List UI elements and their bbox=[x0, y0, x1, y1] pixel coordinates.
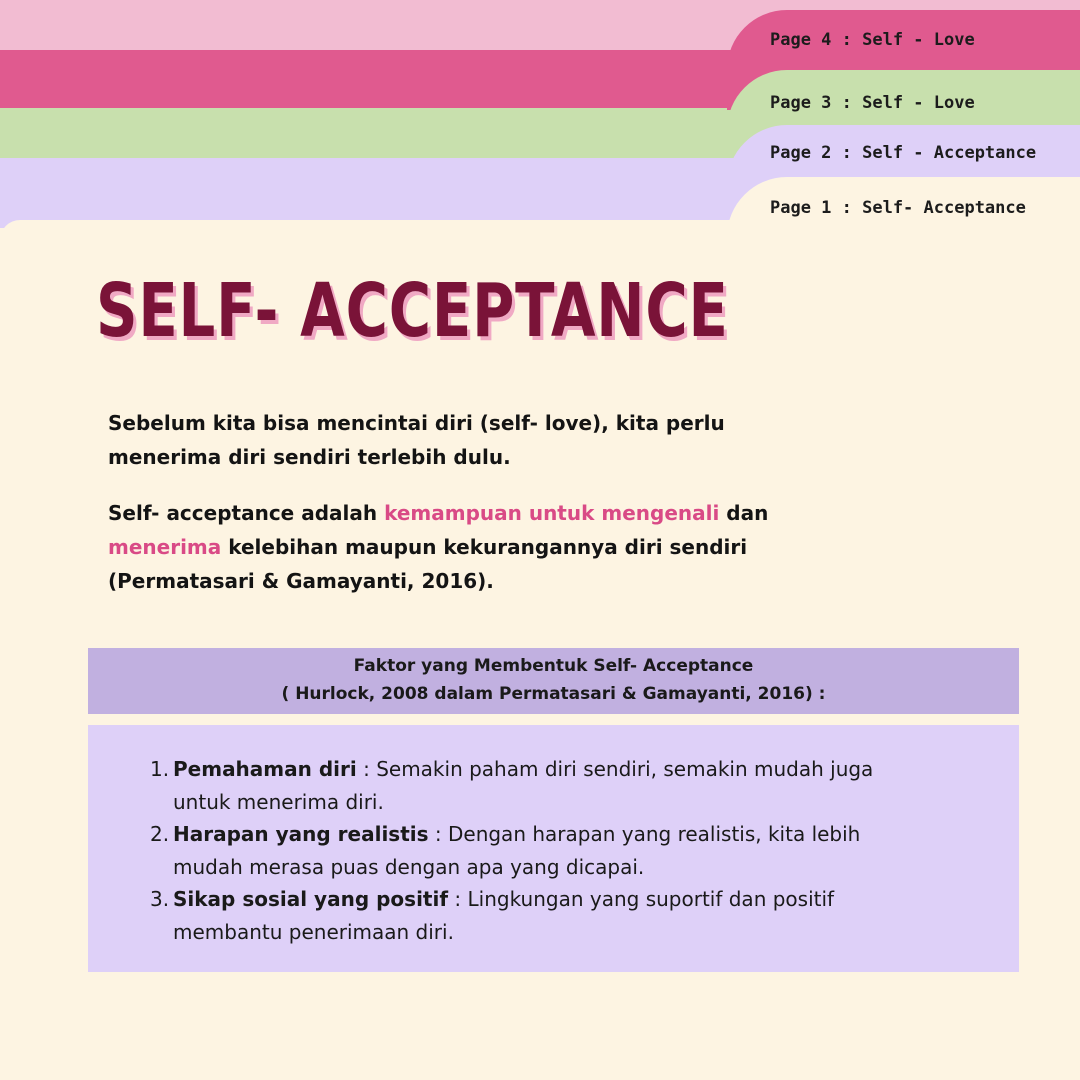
definition-paragraph bbox=[108, 496, 808, 598]
factors-list bbox=[150, 753, 910, 948]
factor-term: Sikap sosial yang positif bbox=[173, 887, 449, 911]
definition-text-3: kelebihan maupun kekurangannya diri sendiri (Permatasari & Gamayanti, 2016). bbox=[108, 535, 748, 593]
factor-item bbox=[150, 883, 910, 948]
tab-page-3-label[interactable]: Page 3 : Self - Love bbox=[770, 93, 975, 113]
definition-highlight-1: kemampuan untuk mengenali bbox=[384, 501, 720, 525]
tab-page-1-label[interactable]: Page 1 : Self- Acceptance bbox=[770, 198, 1026, 218]
factor-term: Harapan yang realistis bbox=[173, 822, 429, 846]
intro-paragraph: Sebelum kita bisa mencintai diri (self- love), kita perlu menerima diri sendiri terlebih dulu. bbox=[108, 411, 725, 469]
tab-page-2-label[interactable]: Page 2 : Self - Acceptance bbox=[770, 143, 1037, 163]
factor-item bbox=[150, 818, 910, 883]
factors-heading bbox=[88, 648, 1019, 714]
factor-term: Pemahaman diri bbox=[173, 757, 357, 781]
factor-description: : Semakin paham diri sendiri, semakin mudah juga untuk menerima diri. bbox=[173, 757, 874, 814]
factor-number: 3. bbox=[150, 887, 170, 911]
factor-number: 1. bbox=[150, 757, 170, 781]
definition-highlight-2: menerima bbox=[108, 535, 222, 559]
factor-item bbox=[150, 753, 910, 818]
factors-heading-line-1: Faktor yang Membentuk Self- Acceptance bbox=[353, 656, 754, 676]
factor-description: : Dengan harapan yang realistis, kita lebih mudah merasa puas dengan apa yang dicapai. bbox=[173, 822, 861, 879]
factor-number: 2. bbox=[150, 822, 170, 846]
definition-text-1: Self- acceptance adalah bbox=[108, 501, 385, 525]
page-title: SELF- ACCEPTANCE bbox=[96, 268, 729, 354]
definition-text-2: dan bbox=[719, 501, 769, 525]
factors-heading-line-2: ( Hurlock, 2008 dalam Permatasari & Gamayanti, 2016) : bbox=[281, 684, 826, 704]
tab-page-4-label[interactable]: Page 4 : Self - Love bbox=[770, 30, 975, 50]
factor-description: : Lingkungan yang suportif dan positif membantu penerimaan diri. bbox=[173, 887, 835, 944]
